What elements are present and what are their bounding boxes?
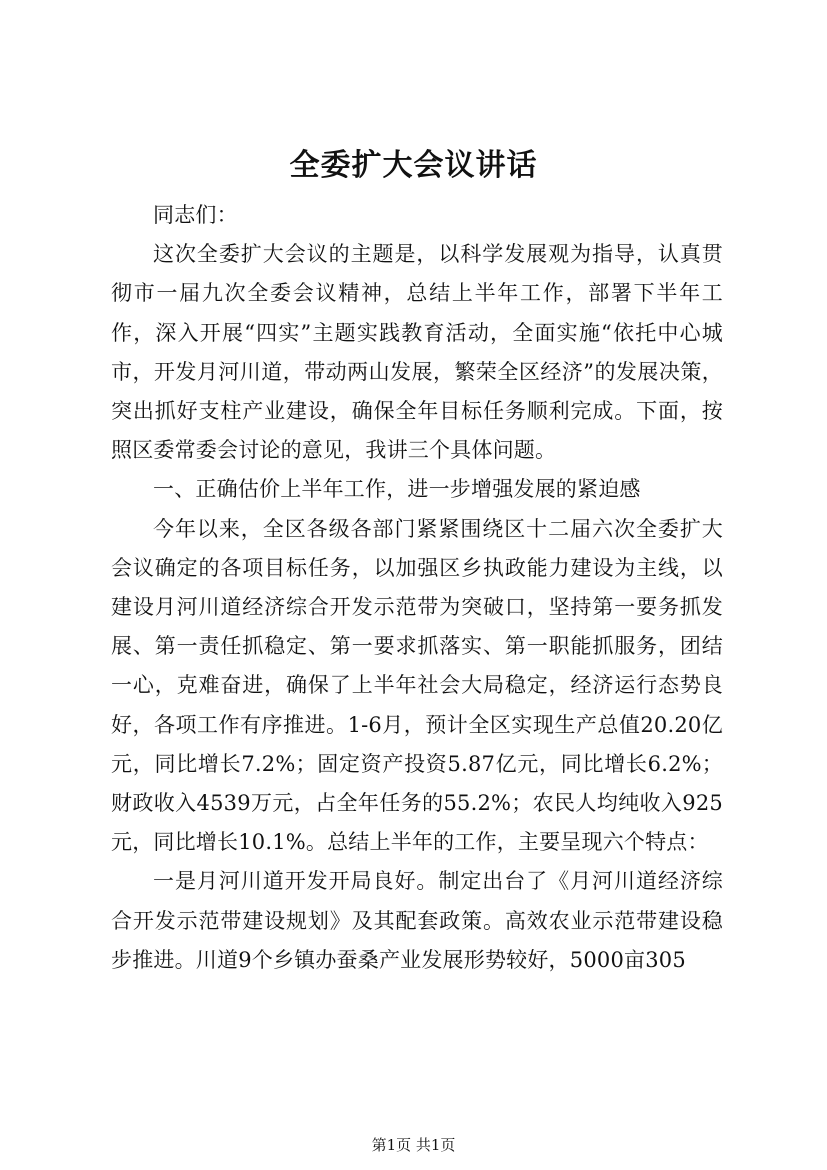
salutation-paragraph: 同志们： [153,203,238,227]
document-title: 全委扩大会议讲话 [289,148,538,183]
intro-paragraph: 这次全委扩大会议的主题是，以科学发展观为指导，认真贯彻市一届九次全委会议精神，总结上半年工作，部署下半年工作，深入开展“四实”主题实践教育活动，全面实施“依托中心城市，开发月河川道，带动两山发展，繁荣全区经济”的发展决策，突出抓好支柱产业建设，确保全年目标任务顺利完成。下面，按照区委常委会讨论的意见，我讲三个具体问题。 [111,242,723,463]
section-heading-paragraph: 一、正确估价上半年工作，进一步增强发展的紧迫感 [153,477,641,502]
point-one-paragraph: 一是月河川道开发开局良好。制定出台了《月河川道经济综合开发示范带建设规划》及其配套政策。高效农业示范带建设稳步推进。川道9个乡镇办蚕桑产业发展形势较好，5000亩305 [111,869,723,972]
summary-paragraph: 今年以来，全区各级各部门紧紧围绕区十二届六次全委扩大会议确定的各项目标任务，以加强区乡执政能力建设为主线，以建设月河川道经济综合开发示范带为突破口，坚持第一要务抓发展、第一责任抓稳定、第一要求抓落实、第一职能抓服务，团结一心，克难奋进，确保了上半年社会大局稳定，经济运行态势良好，各项工作有序推进。1-6月，预计全区实现生产总值20.20亿元，同比增长7.2%；固定资产投资5.87亿元，同比增长6.2%；财政收入4539万元，占全年任务的55.2%；农民人均纯收入925元，同比增长10.1%。总结上半年的工作，主要呈现六个特点： [111,516,723,855]
document-body [111,196,723,980]
page-number-footer: 第1页 共1页 [371,1136,456,1154]
